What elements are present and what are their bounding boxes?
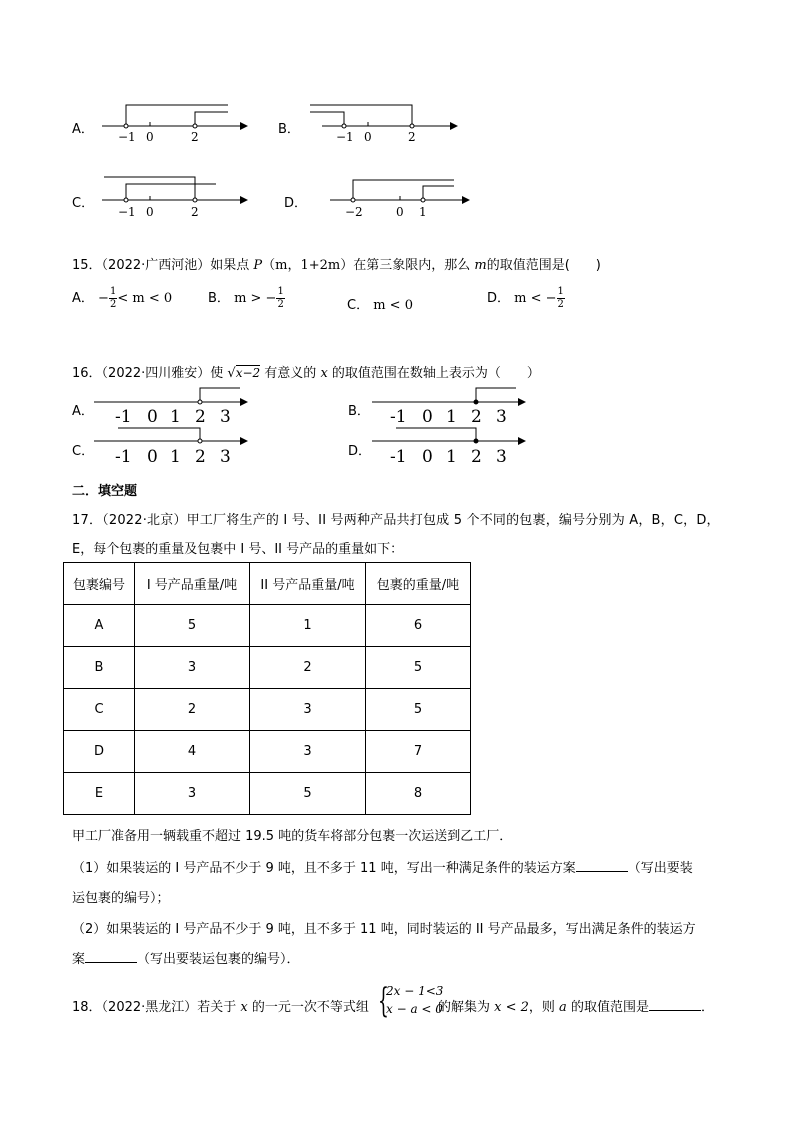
number-line	[100, 172, 250, 220]
q17-part1-cont: 运包裹的编号）；	[72, 891, 170, 906]
part2-text: （写出要装运包裹的编号）．	[137, 952, 300, 967]
q15-stem	[72, 254, 601, 273]
option-math: m < 0	[373, 298, 413, 313]
tick-label: 3	[220, 407, 231, 426]
table-row	[64, 605, 471, 647]
option-label: D．	[348, 444, 372, 459]
variable: a	[559, 1000, 567, 1015]
number-line	[92, 384, 252, 426]
number-line	[300, 100, 462, 145]
q18-text: 18．（2022·黑龙江）若关于	[72, 1000, 241, 1015]
q15-option-a	[72, 286, 172, 311]
option-math: m > −	[234, 291, 277, 306]
table-cell: 5	[366, 647, 471, 689]
q14-option-b	[278, 100, 468, 145]
tick-label: 1	[419, 205, 427, 219]
stem-text: 有意义的	[260, 366, 321, 381]
table-header-row	[64, 563, 471, 605]
tick-label: 2	[471, 447, 482, 467]
table-header: 包裹编号	[64, 563, 135, 605]
table-cell: 3	[135, 647, 250, 689]
tick-label: -1	[390, 447, 407, 467]
stem-text: 的取值范围是( )	[486, 258, 601, 273]
brace: {	[378, 981, 389, 1021]
part2-text: 案	[72, 952, 86, 967]
inequality-1: 2x − 1<3	[386, 984, 444, 998]
variable: m	[474, 258, 487, 273]
tick-label: 2	[195, 447, 206, 467]
table-cell: 3	[135, 773, 250, 815]
tick-label: −1	[118, 205, 136, 219]
option-label: B．	[208, 291, 230, 306]
number-line	[92, 426, 252, 468]
q18-text: ，则	[528, 1000, 560, 1015]
tick-label: 2	[191, 205, 199, 219]
tick-label: 1	[170, 447, 181, 467]
number-line	[100, 100, 250, 145]
stem-text: 在第三象限内，那么	[353, 258, 475, 273]
table-cell: 1	[250, 605, 366, 647]
answer-blank[interactable]	[649, 998, 701, 1011]
tick-label: 1	[170, 407, 181, 426]
tick-label: 2	[195, 407, 206, 426]
radicand: x−2	[235, 366, 261, 380]
option-math: m < −	[514, 291, 557, 306]
q16-option-d	[348, 426, 538, 468]
stem-text: 的取值范围在数轴上表示为（ ）	[327, 366, 540, 381]
number-line	[328, 172, 478, 220]
q18-text: 的一元一次不等式组	[247, 1000, 369, 1015]
table-cell: 5	[250, 773, 366, 815]
table-cell: A	[64, 605, 135, 647]
q17-part2	[72, 918, 696, 937]
table-header: II 号产品重量/吨	[250, 563, 366, 605]
tick-label: 0	[146, 205, 154, 219]
inequality-2: x − a < 0	[386, 1002, 443, 1016]
table-row	[64, 647, 471, 689]
option-math: < m < 0	[117, 291, 173, 306]
tick-label: 3	[220, 447, 231, 467]
tick-label: -1	[115, 407, 132, 426]
table-cell: 7	[366, 731, 471, 773]
q16-option-a	[72, 384, 262, 426]
q15-option-d	[487, 286, 565, 311]
tick-label: 0	[147, 407, 158, 426]
table-header: 包裹的重量/吨	[366, 563, 471, 605]
variable: x	[240, 1000, 248, 1015]
tick-label: 0	[364, 130, 372, 144]
table-row	[64, 773, 471, 815]
question-number: 15．	[72, 258, 102, 273]
tick-label: 1	[446, 407, 457, 426]
option-label: A．	[72, 404, 94, 419]
tick-label: −1	[118, 130, 136, 144]
tick-label: 1	[446, 447, 457, 467]
tick-label: 0	[147, 447, 158, 467]
q17-part1	[72, 857, 693, 876]
q14-option-c	[72, 172, 252, 220]
option-label: B．	[278, 122, 300, 137]
tick-label: 2	[408, 130, 416, 144]
option-label: B．	[348, 404, 370, 419]
q18-text: 的取值范围是	[566, 1000, 649, 1015]
option-label: D．	[487, 291, 511, 306]
numerator: 1	[557, 286, 564, 297]
table-cell: 4	[135, 731, 250, 773]
tick-label: 2	[471, 407, 482, 426]
option-label: A．	[72, 291, 94, 306]
solution: x < 2	[494, 1000, 529, 1015]
q17-part2-cont	[72, 948, 300, 967]
number-line	[370, 426, 530, 468]
denominator: 2	[277, 299, 284, 310]
table-cell: 3	[250, 689, 366, 731]
denominator: 2	[557, 299, 564, 310]
q17-after-table: 甲工厂准备用一辆载重不超过 19.5 吨的货车将部分包裹一次运送到乙工厂．	[72, 829, 513, 844]
part1-text: （1）如果装运的 I 号产品不少于 9 吨，且不多于 11 吨，写出一种满足条件的装运方案	[72, 861, 576, 876]
q18-text: ．	[700, 1000, 714, 1015]
number-line	[370, 384, 530, 426]
denominator: 2	[109, 299, 117, 310]
numerator: 1	[277, 286, 284, 297]
numerator: 1	[109, 286, 117, 297]
table-header: I 号产品重量/吨	[135, 563, 250, 605]
tick-label: −2	[345, 205, 363, 219]
option-label: A．	[72, 122, 94, 137]
sqrt-sign: √	[227, 366, 236, 381]
answer-blank[interactable]	[576, 859, 628, 872]
point-name: P	[253, 258, 263, 273]
point-coords: （m，1+2m）	[262, 258, 354, 273]
table-row	[64, 731, 471, 773]
tick-label: 2	[191, 130, 199, 144]
q14-option-a	[72, 100, 252, 145]
tick-label: -1	[390, 407, 407, 426]
table-cell: E	[64, 773, 135, 815]
table-cell: B	[64, 647, 135, 689]
q14-option-d	[284, 172, 484, 220]
variable: x	[320, 366, 328, 381]
table-cell: 8	[366, 773, 471, 815]
tick-label: 3	[496, 447, 507, 467]
tick-label: 0	[422, 447, 433, 467]
table-cell: 2	[250, 647, 366, 689]
stem-text: 使	[210, 366, 228, 381]
part2-text: （2）如果装运的 I 号产品不少于 9 吨，且不多于 11 吨，同时装运的 II 号产品最多，写出满足条件的装运方	[72, 922, 696, 937]
option-label: C．	[347, 298, 370, 313]
q17-line1: 17．（2022·北京）甲工厂将生产的 I 号、II 号两种产品共打包成 5 个不同的包裹，编号分别为 A，B，C，D，	[72, 513, 720, 528]
q16-option-c	[72, 426, 262, 468]
table-cell: 5	[366, 689, 471, 731]
option-label: D．	[284, 196, 308, 211]
tick-label: 0	[422, 407, 433, 426]
section-title: 二．填空题	[72, 484, 138, 499]
table-cell: 3	[250, 731, 366, 773]
answer-blank[interactable]	[85, 950, 137, 963]
stem-text: 如果点	[210, 258, 254, 273]
table-cell: C	[64, 689, 135, 731]
tick-label: 0	[396, 205, 404, 219]
option-label: C．	[72, 196, 95, 211]
question-source: （2022·广西河池）	[101, 258, 211, 273]
fraction	[276, 286, 284, 311]
tick-label: 3	[496, 407, 507, 426]
table-cell: 5	[135, 605, 250, 647]
fraction	[557, 286, 565, 311]
package-table	[63, 562, 471, 815]
q16-option-b	[348, 384, 538, 426]
option-math: −	[98, 291, 109, 306]
q15-option-c	[347, 294, 413, 313]
tick-label: −1	[336, 130, 354, 144]
table-cell: D	[64, 731, 135, 773]
option-label: C．	[72, 444, 95, 459]
table-cell: 2	[135, 689, 250, 731]
q17-line2: E，每个包裹的重量及包裹中 I 号、II 号产品的重量如下：	[72, 542, 404, 557]
tick-label: 0	[146, 130, 154, 144]
question-number: 16．	[72, 366, 102, 381]
table-row	[64, 689, 471, 731]
part1-text: （写出要装	[627, 861, 693, 876]
question-source: （2022·四川雅安）	[101, 366, 211, 381]
tick-label: -1	[115, 447, 132, 467]
q16-stem	[72, 362, 540, 381]
q15-option-b	[208, 286, 285, 311]
q18-text: 的解集为	[438, 1000, 495, 1015]
table-cell: 6	[366, 605, 471, 647]
